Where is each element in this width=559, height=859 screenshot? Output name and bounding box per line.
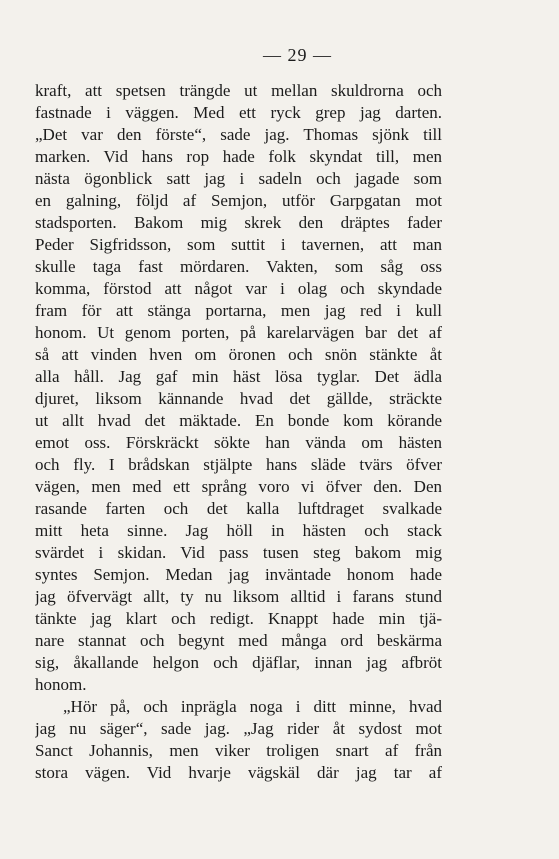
text-line: syntes Semjon. Medan jag inväntade honom hade [35, 565, 442, 584]
text-line: honom. [35, 675, 87, 694]
text-line: stadsporten. Bakom mig skrek den dräptes fader [35, 213, 442, 232]
text-line: en galning, följd af Semjon, utför Garpgatan mot [35, 191, 442, 210]
text-line: honom. Ut genom porten, på karelarvägen bar det af [35, 323, 442, 342]
page-number: — 29 — [263, 45, 332, 65]
text-line: Sanct Johannis, men viker troligen snart af från [35, 741, 442, 760]
text-line: nästa ögonblick satt jag i sadeln och jagade som [35, 169, 442, 188]
text-line: „Hör på, och inprägla noga i ditt minne, hvad [63, 697, 442, 716]
text-line: nare stannat och begynt med många ord beskärma [35, 631, 442, 650]
text-line: och fly. I brådskan stjälpte hans släde tvärs öfver [35, 455, 442, 474]
text-line: emot oss. Förskräckt sökte han vända om hästen [35, 433, 442, 452]
text-line: „Det var den förste“, sade jag. Thomas sjönk till [35, 125, 442, 144]
text-line: skulle taga fast mördaren. Vakten, som såg oss [35, 257, 442, 276]
text-line: jag öfvervägt allt, ty nu liksom alltid i farans stund [35, 587, 442, 606]
text-line: tänkte jag klart och redigt. Knappt hade min tjä- [35, 609, 442, 628]
text-line: djuret, liksom kännande hvad det gällde, sträckte [35, 389, 442, 408]
text-line: Peder Sigfridsson, som suttit i tavernen, att man [35, 235, 442, 254]
text-line: ut allt hvad det mäktade. En bonde kom körande [35, 411, 442, 430]
text-line: alla håll. Jag gaf min häst lösa tyglar. Det ädla [35, 367, 442, 386]
text-line: så att vinden hven om öronen och snön stänkte åt [35, 345, 442, 364]
text-line: fastnade i väggen. Med ett ryck grep jag darten. [35, 103, 442, 122]
text-line: mitt heta sinne. Jag höll in hästen och stack [35, 521, 442, 540]
text-line: jag nu säger“, sade jag. „Jag rider åt sydost mot [35, 719, 442, 738]
text-line: rasande farten och det kalla luftdraget svalkade [35, 499, 442, 518]
text-line: komma, förstod att något var i olag och skyndade [35, 279, 442, 298]
text-line: marken. Vid hans rop hade folk skyndat till, men [35, 147, 442, 166]
text-line: vägen, men med ett språng voro vi öfver den. Den [35, 477, 442, 496]
text-line: sig, åkallande helgon och djäflar, innan jag afbröt [35, 653, 442, 672]
text-line: svärdet i skidan. Vid pass tusen steg bakom mig [35, 543, 442, 562]
text-line: kraft, att spetsen trängde ut mellan skuldrorna och [35, 81, 442, 100]
text-line: stora vägen. Vid hvarje vägskäl där jag tar af [35, 763, 442, 782]
text-line: fram för att stänga portarna, men jag red i kull [35, 301, 442, 320]
body-text [35, 80, 442, 784]
